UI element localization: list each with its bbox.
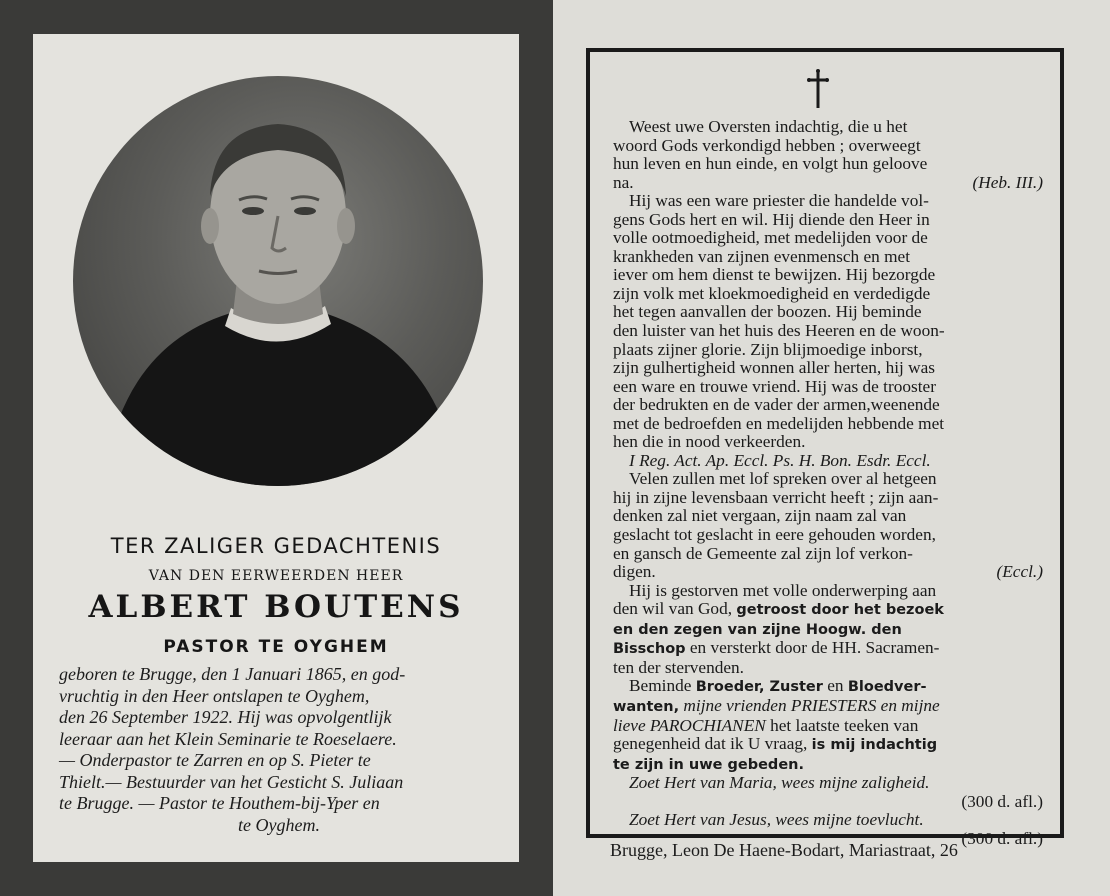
text-run: genegenheid dat ik U vraag, — [613, 734, 812, 754]
bold-run: getroost door het bezoek — [736, 602, 944, 619]
deceased-name: ALBERT BOUTENS — [88, 589, 464, 625]
bio-line: den 26 September 1922. Hij was opvolgentlijk — [59, 707, 392, 727]
bio-line: te Oyghem. — [238, 814, 320, 835]
text-run: en versterkt door de HH. Sacramen- — [685, 638, 940, 658]
paragraph-line — [613, 697, 1043, 717]
deceased-position: PASTOR TE OYGHEM — [163, 637, 389, 657]
paragraph-line — [613, 677, 1043, 697]
memorial-heading: TER ZALIGER GEDACHTENIS — [110, 534, 442, 558]
paragraph-line: een ware en trouwe vriend. Hij was de trooster — [613, 376, 936, 396]
paragraph-line — [613, 600, 1043, 620]
scripture-references: I Reg. Act. Ap. Eccl. Ps. H. Bon. Esdr. Eccl. — [629, 450, 931, 470]
paragraph-line: en gansch de Gemeente zal zijn lof verkon- — [613, 543, 913, 563]
paragraph-line: iever om hem dienst te bewijzen. Hij bezorgde — [613, 265, 936, 285]
paragraph-line: met de bedroefden en medelijden hebbende met — [613, 413, 945, 433]
paragraph-line: plaats zijner glorie. Zijn blijmoedige inborst, — [613, 339, 923, 359]
bold-run: en den zegen van zijne Hoogw. den — [613, 621, 902, 638]
bold-run: Bloedver- — [847, 679, 927, 696]
memorial-text — [613, 118, 1043, 848]
paragraph-reference: (Eccl.) — [996, 562, 1043, 582]
verse-line: Weest uwe Oversten indachtig, die u het — [629, 117, 908, 136]
paragraph-line: hij in zijne levensbaan verricht heeft ; zijn aan- — [613, 487, 939, 507]
bold-run: is mij indachtig — [811, 737, 938, 754]
paragraph-line: Velen zullen met lof spreken over al hetgeen — [629, 469, 937, 489]
paragraph-line: der bedrukten en de vader der armen,weenende — [613, 395, 940, 415]
prayer-line: Zoet Hert van Maria, wees mijne zaligheid. — [629, 773, 930, 793]
paragraph-line: den luister van het huis des Heeren en de woon- — [613, 321, 945, 341]
paragraph-line: zijn gulhertigheid wonnen aller herten, hij was — [613, 358, 936, 378]
verse-reference: (Heb. III.) — [972, 172, 1043, 192]
printer-imprint: Brugge, Leon De Haene-Bodart, Mariastraat, 26 — [610, 840, 958, 860]
paragraph-line — [613, 755, 1043, 775]
paragraph-line — [613, 735, 1043, 755]
bio-line: leeraar aan het Klein Seminarie te Roeselaere. — [59, 728, 397, 749]
paragraph-line: krankheden van zijnen evenmensch en met — [613, 246, 911, 266]
bio-line: vruchtig in den Heer ontslapen te Oyghem, — [59, 685, 370, 706]
prayer-line: Zoet Hert van Jesus, wees mijne toevlucht. — [629, 810, 924, 830]
card-front-paper — [33, 34, 519, 862]
paragraph-line: het tegen aanvallen der boozen. Hij beminde — [613, 302, 922, 322]
paragraph-line: digen. — [613, 562, 656, 582]
paragraph-line: hen die in nood verkeerden. — [613, 432, 806, 452]
memorial-card-front — [0, 0, 553, 896]
cross-icon — [807, 68, 829, 110]
bold-run: wanten, — [613, 698, 680, 715]
paragraph-line: zijn volk met kloekmoedigheid en verdedigde — [613, 283, 931, 303]
paragraph-line: geslacht tot geslacht in eere gehouden worden, — [613, 525, 936, 545]
paragraph-last-line — [613, 563, 1043, 582]
verse-line: woord Gods verkondigd hebben ; overweegt — [613, 135, 921, 155]
paragraph-line — [613, 620, 1043, 640]
bold-run: Broeder, — [695, 679, 765, 696]
memorial-card-back — [553, 0, 1110, 896]
portrait-photo — [73, 76, 483, 486]
paragraph-line: Hij was een ware priester die handelde vol- — [629, 191, 929, 211]
bold-run: te zijn in uwe gebeden. — [613, 756, 804, 773]
paragraph-line: ten der stervenden. — [613, 657, 744, 677]
bold-run: Zuster — [764, 679, 823, 696]
verse-line: hun leven en hun einde, en volgt hun geloove — [613, 154, 928, 174]
bold-run: Bisschop — [613, 641, 686, 658]
paragraph-line — [613, 717, 1043, 736]
text-run: het laatste teeken van — [765, 715, 919, 735]
paragraph-line — [613, 639, 1043, 659]
priest-portrait-image — [73, 76, 483, 486]
text-run: Beminde — [629, 676, 696, 696]
paragraph-line: volle ootmoedigheid, met medelijden voor de — [613, 228, 928, 248]
memorial-subheading: VAN DEN EERWEERDEN HEER — [148, 568, 404, 584]
paragraph-line: Hij is gestorven met volle onderwerping aan — [629, 580, 937, 600]
verse-line: na. — [613, 172, 634, 192]
biography — [59, 664, 499, 836]
text-run: den wil van God, — [613, 599, 737, 619]
verse-last-line — [613, 174, 1043, 193]
bio-line: — Onderpastor te Zarren en op S. Pieter te — [59, 750, 371, 770]
italic-run: mijne vrienden PRIESTERS en mijne — [679, 695, 940, 715]
bio-line: te Brugge. — Pastor te Houthem-bij-Yper en — [59, 793, 380, 813]
paragraph-line: gens Gods hert en wil. Hij diende den Heer in — [613, 209, 930, 229]
text-run: en — [822, 676, 848, 696]
bio-line: geboren te Brugge, den 1 Januari 1865, en god- — [59, 664, 406, 684]
paragraph-line: denken zal niet vergaan, zijn naam zal van — [613, 506, 907, 526]
italic-run: lieve PAROCHIANEN — [613, 715, 766, 735]
indulgence-note: (300 d. afl.) — [961, 791, 1043, 811]
indulgence-note: (300 d. afl.) — [961, 828, 1043, 848]
bio-line: Thielt.— Bestuurder van het Gesticht S. Juliaan — [59, 771, 404, 792]
